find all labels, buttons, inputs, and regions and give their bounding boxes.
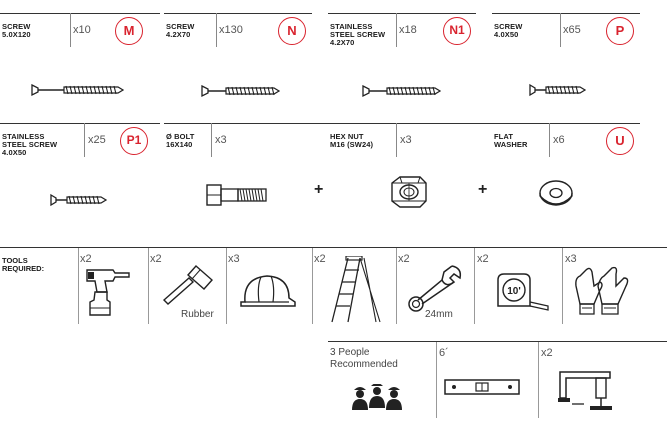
washer-icon [538, 179, 574, 209]
part-screw-m [0, 13, 164, 113]
badge-u: U [606, 127, 634, 155]
plus-sign: + [314, 181, 324, 198]
badge-n1: N1 [443, 17, 471, 45]
part-bolt [164, 123, 328, 233]
spirit-level-icon [444, 378, 520, 396]
tool-qty: x2 [477, 253, 489, 265]
hex-nut-icon [386, 175, 428, 209]
badge-m: M [115, 17, 143, 45]
badge-p1: P1 [120, 127, 148, 155]
tool-qty: x2 [80, 253, 92, 265]
part-name: STAINLESS STEEL SCREW 4.2X70 [330, 22, 386, 47]
tools-required-label: TOOLS REQUIRED: [2, 256, 45, 273]
part-qty: x3 [215, 134, 227, 146]
level-qty: 6´ [439, 347, 449, 359]
part-qty: x10 [73, 24, 91, 36]
drill-icon [85, 266, 131, 318]
badge-p: P [606, 17, 634, 45]
tool-qty: x2 [150, 253, 162, 265]
part-qty: x18 [399, 24, 417, 36]
screw-icon [30, 83, 124, 97]
work-gloves-icon [572, 264, 632, 316]
mallet-caption: Rubber [181, 309, 214, 320]
part-washer [492, 123, 667, 233]
wrench-caption: 24mm [425, 309, 453, 320]
part-screw-p [492, 13, 667, 113]
part-name: STAINLESS STEEL SCREW 4.0X50 [2, 132, 58, 157]
screw-icon [200, 84, 280, 98]
tool-qty: x2 [314, 253, 326, 265]
plus-sign: + [478, 181, 488, 198]
screw-icon [49, 193, 107, 207]
step-ladder-icon [330, 256, 382, 324]
part-qty: x25 [88, 134, 106, 146]
bolt-icon [206, 182, 268, 208]
bar-clamp-icon [556, 368, 614, 412]
part-name: FLAT WASHER [494, 132, 528, 149]
hard-hat-icon [237, 272, 299, 312]
tool-qty: x3 [565, 253, 577, 265]
part-screw-n [164, 13, 328, 113]
tape-label: 10' [507, 286, 521, 297]
part-name: HEX NUT M16 (SW24) [330, 132, 374, 149]
part-name: SCREW 4.2X70 [166, 22, 195, 39]
three-people-icon [348, 384, 406, 414]
badge-n: N [278, 17, 306, 45]
part-name: SCREW 5.0X120 [2, 22, 31, 39]
tool-qty: x2 [398, 253, 410, 265]
tool-qty: x3 [228, 253, 240, 265]
part-qty: x130 [219, 24, 243, 36]
part-qty: x6 [553, 134, 565, 146]
part-name: SCREW 4.0X50 [494, 22, 523, 39]
part-name: Ø BOLT 16X140 [166, 132, 195, 149]
part-qty: x65 [563, 24, 581, 36]
screw-icon [361, 84, 441, 98]
screw-icon [528, 83, 586, 97]
part-hexnut [328, 123, 492, 233]
part-screw-p1 [0, 123, 164, 233]
wrench-icon [404, 262, 464, 312]
rubber-mallet-icon [160, 262, 216, 308]
clamp-qty: x2 [541, 347, 553, 359]
people-recommended-text: 3 People Recommended [330, 347, 398, 370]
tape-measure-icon [494, 272, 552, 314]
part-qty: x3 [400, 134, 412, 146]
part-screw-n1 [328, 13, 492, 113]
